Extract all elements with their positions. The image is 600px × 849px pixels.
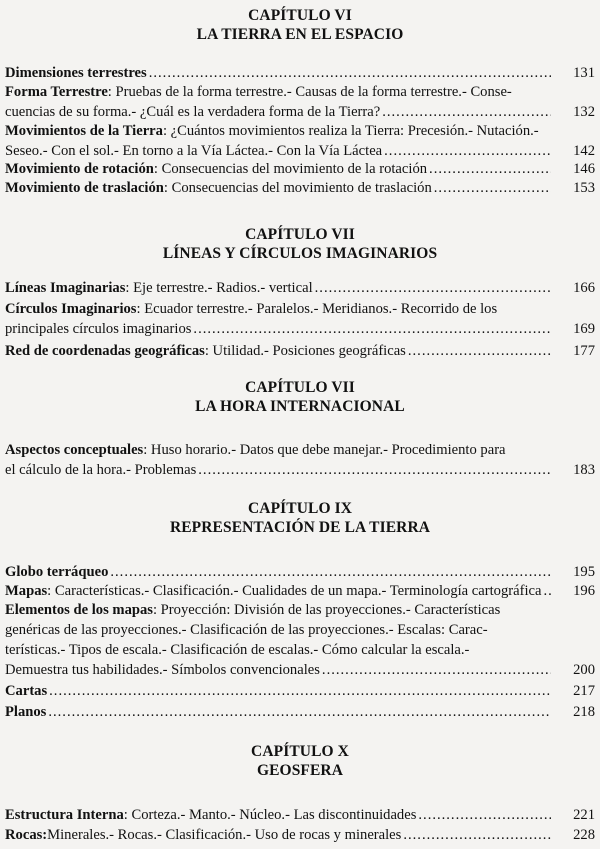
dot-leader [48, 702, 551, 722]
entry-description: el cálculo de la hora.- Problemas [5, 462, 197, 478]
toc-entry [5, 341, 595, 361]
entry-description: cuencias de su forma.- ¿Cuál es la verdadera forma de la Tierra? [5, 104, 381, 120]
page-number: 221 [573, 807, 595, 823]
entry-description: : Ecuador terrestre.- Paralelos.- Meridianos.- Recorrido de los [136, 301, 498, 317]
chapter-label: CAPÍTULO IX [247, 500, 352, 517]
entry-topic: Movimiento de rotación [5, 161, 154, 177]
entry-description: : Eje terrestre.- Radios.- vertical [125, 280, 313, 296]
page-number: 166 [573, 280, 595, 296]
entry-description: principales círculos imaginarios [5, 321, 192, 337]
toc-entry [5, 825, 595, 845]
chapter-label: CAPÍTULO VI [248, 7, 352, 24]
page-number: 218 [573, 704, 595, 720]
chapter-title: REPRESENTACIÓN DE LA TIERRA [169, 519, 431, 536]
entry-description: Demuestra tus habilidades.- Símbolos convencionales [5, 662, 320, 678]
dot-leader [418, 805, 551, 825]
chapter-label: CAPÍTULO VII [245, 226, 355, 243]
chapter-title: GEOSFERA [256, 762, 344, 779]
entry-topic: Movimiento de traslación [5, 180, 164, 196]
entry-topic: Líneas Imaginarias [5, 280, 126, 296]
chapter-label: CAPÍTULO X [251, 743, 349, 760]
entry-description: : Huso horario.- Datos que debe manejar.- Procedimiento para [143, 442, 506, 458]
page-number: 169 [573, 321, 595, 337]
chapter-title: LA TIERRA EN EL ESPACIO [196, 26, 404, 43]
entry-topic: Círculos Imaginarios [5, 301, 137, 317]
entry-description: : Consecuencias del movimiento de traslación [163, 180, 432, 196]
chapter-title: LÍNEAS Y CÍRCULOS IMAGINARIOS [162, 245, 438, 262]
page-number: 177 [573, 343, 595, 359]
page-number: 183 [573, 462, 595, 478]
entry-topic: Globo terráqueo [5, 564, 109, 580]
chapter-heading [0, 499, 600, 537]
entry-topic: Estructura Interna [5, 807, 124, 823]
entry-description: Minerales.- Rocas.- Clasificación.- Uso de rocas y minerales [47, 827, 402, 843]
page-number: 196 [573, 583, 595, 599]
entry-topic: Red de coordenadas geográficas [5, 343, 205, 359]
page-number: 200 [573, 662, 595, 678]
dot-leader [198, 460, 551, 480]
toc-entry [5, 82, 595, 122]
entry-description: : Proyección: División de las proyecciones.- Características [152, 602, 501, 618]
toc-entry [5, 63, 595, 83]
toc-entry [5, 159, 595, 179]
chapter-heading [0, 6, 600, 44]
chapter-title: LA HORA INTERNACIONAL [195, 398, 405, 415]
page-number: 146 [573, 161, 595, 177]
page-number: 142 [573, 143, 595, 159]
toc-entry [5, 600, 595, 680]
page-number: 217 [573, 683, 595, 699]
entry-description: : Utilidad.- Posiciones geográficas [204, 343, 406, 359]
page-number: 228 [573, 827, 595, 843]
entry-topic: Mapas [5, 583, 48, 599]
entry-description: genéricas de las proyecciones.- Clasificación de las proyecciones.- Escalas: Carac- [5, 622, 488, 638]
chapter-heading [0, 742, 600, 780]
dot-leader [408, 341, 551, 361]
entry-topic: Forma Terrestre [5, 84, 108, 100]
toc-entry [5, 121, 595, 161]
entry-description: : Consecuencias del movimiento de la rotación [153, 161, 428, 177]
entry-topic: Aspectos conceptuales [5, 442, 144, 458]
toc-entry [5, 178, 595, 198]
entry-description: terísticas.- Tipos de escala.- Clasificación de escalas.- Cómo calcular la escala.- [5, 642, 470, 658]
dot-leader [315, 278, 551, 298]
chapter-heading [0, 378, 600, 416]
chapter-label: CAPÍTULO VII [245, 379, 355, 396]
toc-entry [5, 581, 595, 601]
entry-description: : ¿Cuántos movimientos realiza la Tierra: Precesión.- Nutación.- [162, 123, 539, 139]
entry-topic: Cartas [5, 683, 48, 699]
dot-leader [403, 825, 551, 845]
dot-leader [384, 141, 551, 161]
entry-topic: Planos [5, 704, 47, 720]
entry-description: : Corteza.- Manto.- Núcleo.- Las discontinuidades [123, 807, 417, 823]
dot-leader [429, 159, 551, 179]
page-number: 132 [573, 104, 595, 120]
page-number: 153 [573, 180, 595, 196]
toc-entry [5, 702, 595, 722]
toc-entry [5, 805, 595, 825]
toc-entry [5, 440, 595, 480]
page-number: 195 [573, 564, 595, 580]
dot-leader [543, 581, 551, 601]
entry-description: Seseo.- Con el sol.- En torno a la Vía Láctea.- Con la Vía Láctea [5, 143, 383, 159]
dot-leader [193, 319, 551, 339]
entry-description: : Características.- Clasificación.- Cualidades de un mapa.- Terminología cartográfica [47, 583, 542, 599]
entry-topic: Dimensiones terrestres [5, 65, 147, 81]
dot-leader [434, 178, 551, 198]
entry-topic: Elementos de los mapas [5, 602, 153, 618]
entry-topic: Rocas: [5, 827, 48, 843]
dot-leader [382, 102, 551, 122]
toc-entry [5, 681, 595, 701]
dot-leader [49, 681, 551, 701]
toc-entry [5, 562, 595, 582]
entry-topic: Movimientos de la Tierra [5, 123, 163, 139]
chapter-heading [0, 225, 600, 263]
entry-description: : Pruebas de la forma terrestre.- Causas de la forma terrestre.- Conse- [107, 84, 512, 100]
dot-leader [110, 562, 551, 582]
dot-leader [149, 63, 551, 83]
toc-entry [5, 278, 595, 298]
page-number: 131 [573, 65, 595, 81]
dot-leader [322, 660, 551, 680]
toc-entry [5, 299, 595, 339]
